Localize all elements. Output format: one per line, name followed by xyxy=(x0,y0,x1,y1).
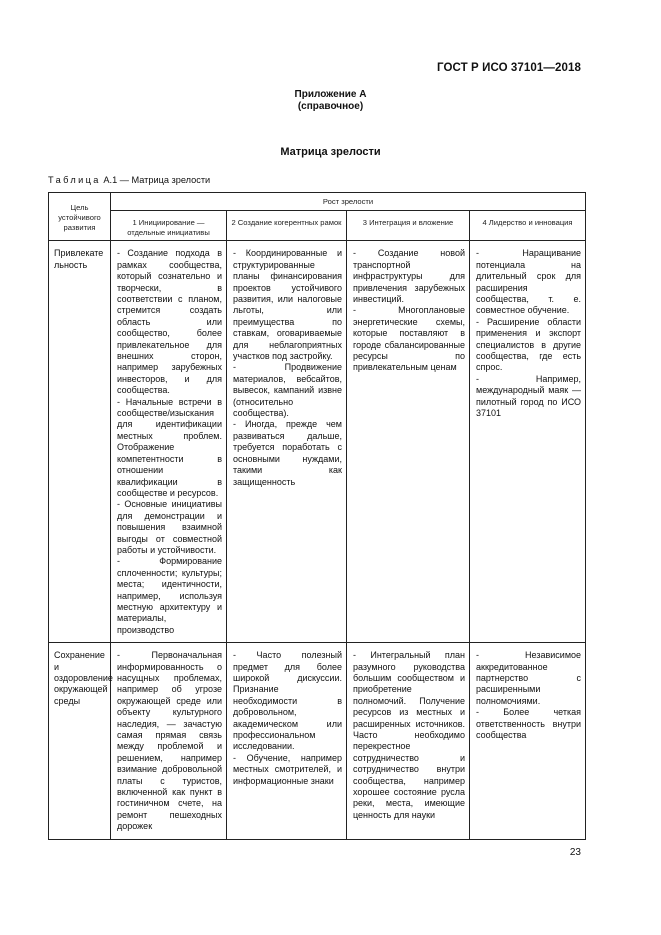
table-row xyxy=(49,643,586,840)
cell-item: - Многоплановые энергетические схемы, которые поставляют в городе сбалансированные ресурсы по привлекательным ценам xyxy=(353,305,465,373)
table-cell xyxy=(111,241,227,643)
table-cell xyxy=(470,643,586,840)
appendix-title: Приложение А xyxy=(294,89,367,100)
table-cell xyxy=(227,241,347,643)
stage-header-3: 3 Интеграция и вложение xyxy=(347,210,470,241)
goal-cell: Сохранение и оздоровление окружающей среды xyxy=(49,643,111,840)
cell-item: - Наращивание потенциала на длительный срок для расширения сообщества, т. е. совместное обучение. xyxy=(476,248,582,316)
cell-item: - Продвижение материалов, вебсайтов, вывесок, кампаний извне (относительно сообщества). xyxy=(233,362,342,419)
cell-item: - Иногда, прежде чем развиваться дальше, требуется поработать с основными нуждами, такими как защищенность xyxy=(233,419,342,487)
stage-header-row xyxy=(49,210,586,241)
cell-item: - Расширение области применения и экспорт специалистов в другие сообщества, где есть спрос. xyxy=(476,316,582,373)
cell-item: - Обучение, например местных смотрителей, и информационные знаки xyxy=(233,752,342,786)
table-cell xyxy=(111,643,227,840)
page-number: 23 xyxy=(569,847,581,858)
table-row xyxy=(49,241,586,643)
table-caption-label: Таблица xyxy=(48,175,101,185)
cell-item: - Координированные и структурированные планы финансирования проектов устойчивого развития, или налоговые льготы, или преимущества по ставкам, оговариваемые для неблагоприятных участков под застройку. xyxy=(233,248,342,362)
table-cell xyxy=(347,241,470,643)
maturity-matrix-table xyxy=(48,192,586,840)
cell-item: - Интегральный план разумного руководства большим сообществом и приобретение полномочий. Получение ресурсов из местных и расширенных источников. Часто необходимо перекрестное сотрудничество и сотрудничество внутри сообщества, например хорошее состояние русла реки, места, имеющие ценность для науки xyxy=(353,650,465,820)
cell-item: - Создание новой транспортной инфраструктуры для привлечения зарубежных инвестиций. xyxy=(353,248,465,305)
table-cell xyxy=(347,643,470,840)
table-caption xyxy=(48,175,210,185)
goal-column-header: Цель устойчивого развития xyxy=(49,193,111,241)
table-header-row xyxy=(49,193,586,211)
standard-code: ГОСТ Р ИСО 37101—2018 xyxy=(436,62,581,74)
cell-item: - Создание подхода в рамках сообщества, который сознательно и творчески, в соответствии с планом, стремится создать область или сообщество, более привлекательное для внешних сторон, например зарубежных инвесторов, и для сообщества. xyxy=(117,248,222,396)
appendix-subtitle: (справочное) xyxy=(297,101,364,112)
section-title: Матрица зрелости xyxy=(280,146,381,158)
stage-header-4: 4 Лидерство и инновация xyxy=(470,210,586,241)
cell-item: - Начальные встречи в сообществе/изыскания для идентификации местных проблем. Отображение компетентности в отношении квалификации в сообществе и ресурсов. xyxy=(117,396,222,498)
cell-item: - Например, международный маяк — пилотный город по ИСО 37101 xyxy=(476,373,582,419)
cell-item: - Первоначальная информированность о насущных проблемах, например об угрозе окружающей среде или объекту культурного наследия, — зачастую самая прямая связь между проблемой и решением, например взимание добровольной платы с туристов, включенной как пункт в гостиничном счете, на ремонт пешеходных дорожек xyxy=(117,650,222,832)
table-cell xyxy=(470,241,586,643)
growth-header: Рост зрелости xyxy=(111,193,586,211)
appendix-heading xyxy=(0,89,661,113)
goal-cell: Привлекательность xyxy=(49,241,111,643)
cell-item: - Формирование сплоченности; культуры; места; идентичности, например, используя местную архитектуру и материалы, производство xyxy=(117,556,222,635)
cell-item: - Независимое аккредитованное партнерство с расширенными полномочиями. xyxy=(476,650,582,706)
stage-header-1: 1 Инициирование — отдельные инициативы xyxy=(111,210,227,241)
table-caption-number: А.1 xyxy=(103,175,118,185)
cell-item: - Часто полезный предмет для более широкой дискуссии. Признание необходимости в добровольном, академическом или профессиональном исследовании. xyxy=(233,650,342,752)
stage-header-2: 2 Создание когерентных рамок xyxy=(227,210,347,241)
table-caption-text: — Матрица зрелости xyxy=(119,175,211,185)
cell-item: - Более четкая ответственность внутри сообщества xyxy=(476,707,582,741)
cell-item: - Основные инициативы для демонстрации и повышения взаимной выгоды от совместной работы и устойчивости. xyxy=(117,499,222,555)
table-cell xyxy=(227,643,347,840)
